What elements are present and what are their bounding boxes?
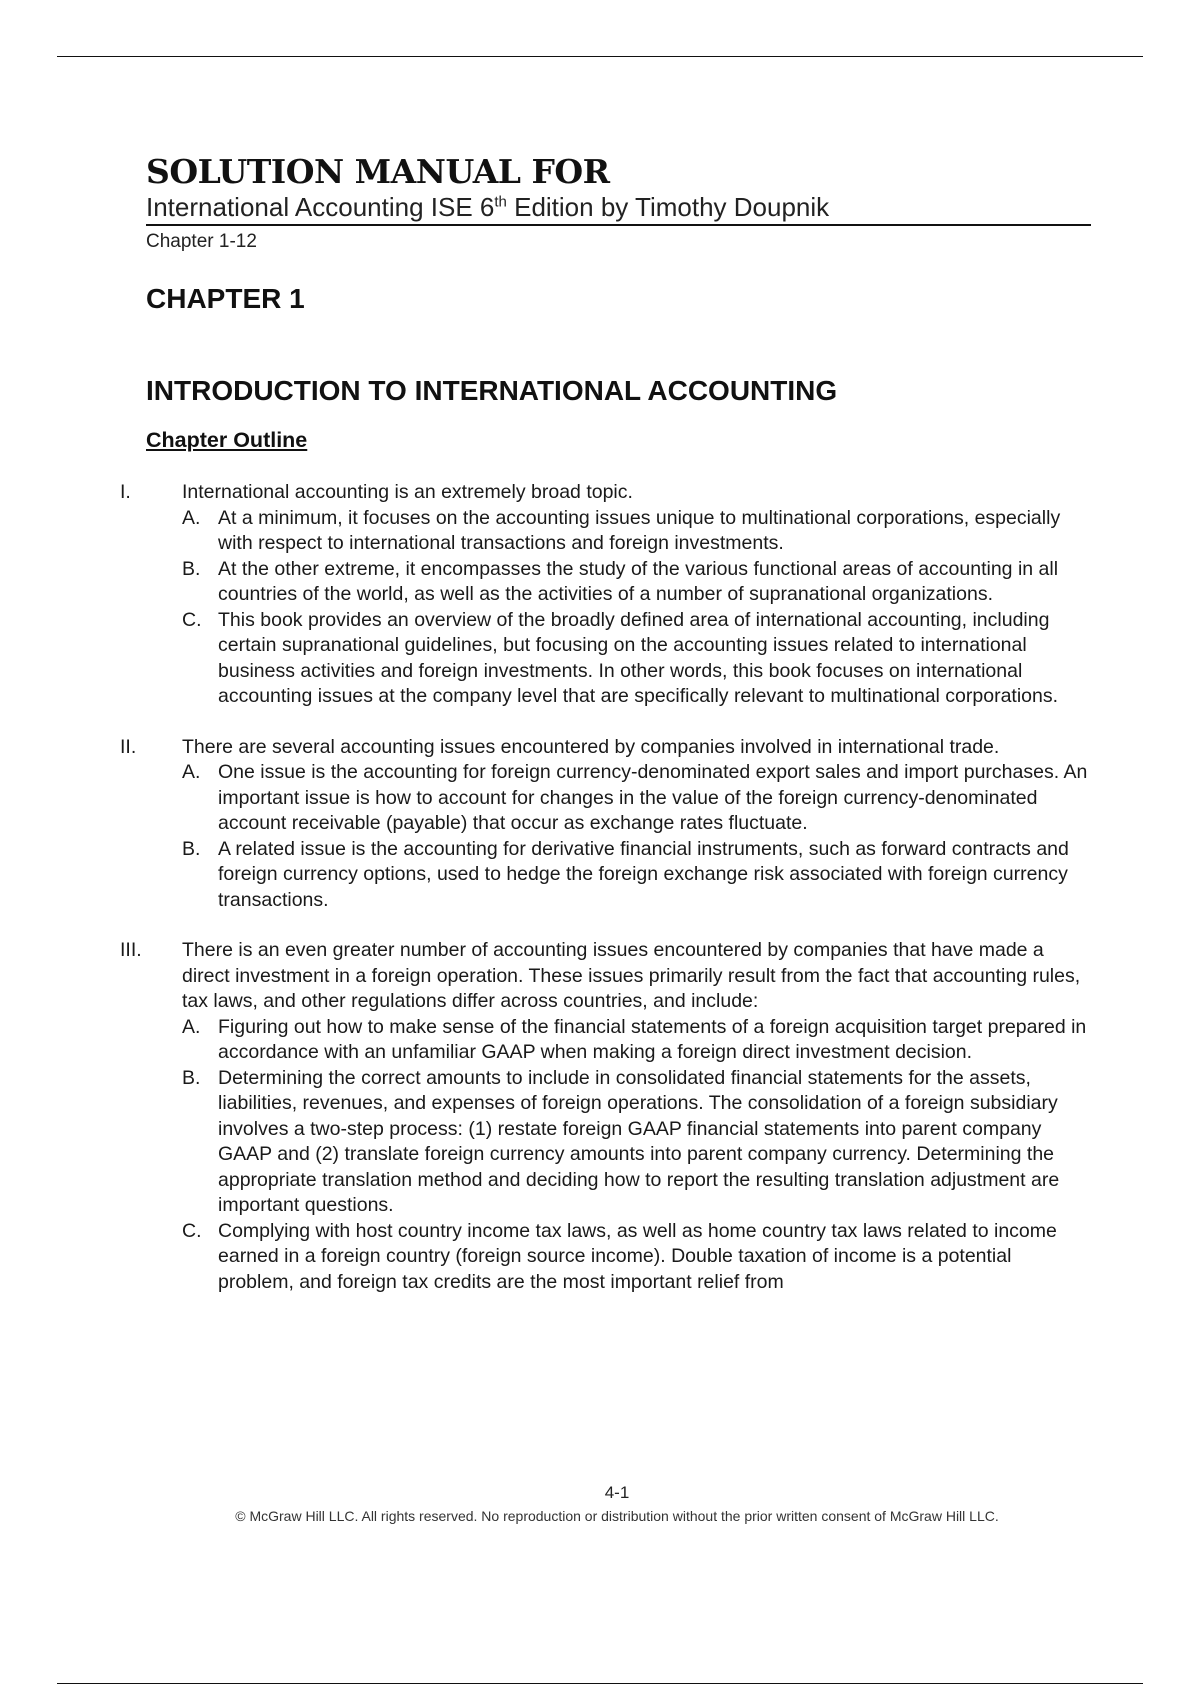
chapter-outline-heading: Chapter Outline: [146, 428, 308, 453]
section-items: [182, 760, 1091, 913]
item-text: Complying with host country income tax laws, as well as home country tax laws related to income earned in a foreign country (foreign source income). Double taxation of income is a potential problem, and foreign tax credits are the most important relief from: [218, 1219, 1057, 1293]
subtitle-superscript: th: [494, 193, 507, 211]
item-letter: C.: [182, 1219, 202, 1242]
item-letter: A.: [182, 1015, 201, 1038]
subtitle-text-start: International Accounting ISE 6: [146, 192, 495, 222]
chapter-range: Chapter 1-12: [146, 231, 257, 253]
outline-section-3: [120, 938, 1091, 1295]
outline-section-2: [120, 735, 1091, 914]
chapter-title: INTRODUCTION TO INTERNATIONAL ACCOUNTING: [146, 375, 838, 407]
item-text: A related issue is the accounting for derivative financial instruments, such as forward contracts and foreign currency options, used to hedge the foreign exchange risk associated with foreign currency transactions.: [218, 837, 1069, 911]
item-text: One issue is the accounting for foreign currency-denominated export sales and import purchases. An important issue is how to account for changes in the value of the foreign currency-denominated account receivable (payable) that occur as exchange rates fluctuate.: [218, 761, 1088, 835]
book-subtitle: [146, 192, 1091, 226]
outline-section-1: [120, 480, 1091, 710]
section-text: International accounting is an extremely broad topic.: [182, 481, 633, 504]
bottom-rule: [57, 1683, 1143, 1684]
section-numeral: I.: [120, 481, 131, 504]
section-items: [182, 1015, 1091, 1296]
top-rule: [57, 56, 1143, 57]
item-letter: B.: [182, 557, 201, 580]
document-page: [120, 152, 1091, 1320]
subtitle-text-end: Edition by Timothy Doupnik: [506, 192, 830, 222]
outline-item: [182, 608, 1091, 710]
item-text: This book provides an overview of the broadly defined area of international accounting, including certain supranational guidelines, but focusing on the accounting issues related to international business activities and foreign investments. In other words, this book focuses on international accounting issues at the company level that are specifically relevant to multinational corporations.: [218, 608, 1059, 708]
section-numeral: II.: [120, 735, 137, 758]
chapter-outline: [120, 480, 1091, 1295]
outline-item: [182, 1015, 1091, 1066]
item-letter: B.: [182, 1066, 201, 1089]
item-text: At the other extreme, it encompasses the study of the various functional areas of accounting in all countries of the world, as well as the activities of a number of supranational organizations.: [218, 557, 1059, 606]
outline-item: [182, 506, 1091, 557]
copyright-notice: © McGraw Hill LLC. All rights reserved. No reproduction or distribution without the prior written consent of McGraw Hill LLC.: [235, 1508, 999, 1524]
outline-item: [182, 557, 1091, 608]
page-number: 4-1: [604, 1483, 630, 1502]
item-letter: C.: [182, 608, 202, 631]
section-items: [182, 506, 1091, 710]
outline-item: [182, 837, 1091, 914]
chapter-number-heading: CHAPTER 1: [146, 283, 305, 315]
item-letter: B.: [182, 837, 201, 860]
item-letter: A.: [182, 506, 201, 529]
outline-item: [182, 1066, 1091, 1219]
section-text: There is an even greater number of accounting issues encountered by companies that have made a direct investment in a foreign operation. These issues primarily result from the fact that accounting rules, tax laws, and other regulations differ across countries, and include:: [182, 939, 1081, 1013]
section-text: There are several accounting issues encountered by companies involved in international trade.: [182, 735, 1000, 758]
outline-item: [182, 1219, 1091, 1296]
outline-item: [182, 760, 1091, 837]
item-text: Figuring out how to make sense of the financial statements of a foreign acquisition target prepared in accordance with an unfamiliar GAAP when making a foreign direct investment decision.: [218, 1015, 1087, 1064]
item-text: At a minimum, it focuses on the accounting issues unique to multinational corporations, especially with respect to international transactions and foreign investments.: [218, 506, 1061, 555]
solution-manual-banner: SOLUTION MANUAL FOR: [146, 152, 610, 191]
section-numeral: III.: [120, 939, 142, 962]
item-text: Determining the correct amounts to include in consolidated financial statements for the assets, liabilities, revenues, and expenses of foreign operations. The consolidation of a foreign subsidiary involves a two-step process: (1) restate foreign GAAP financial statements into parent company GAAP and (2) translate foreign currency amounts into parent company currency. Determining the appropriate translation method and deciding how to report the resulting translation adjustment are important questions.: [218, 1066, 1060, 1217]
item-letter: A.: [182, 761, 201, 784]
